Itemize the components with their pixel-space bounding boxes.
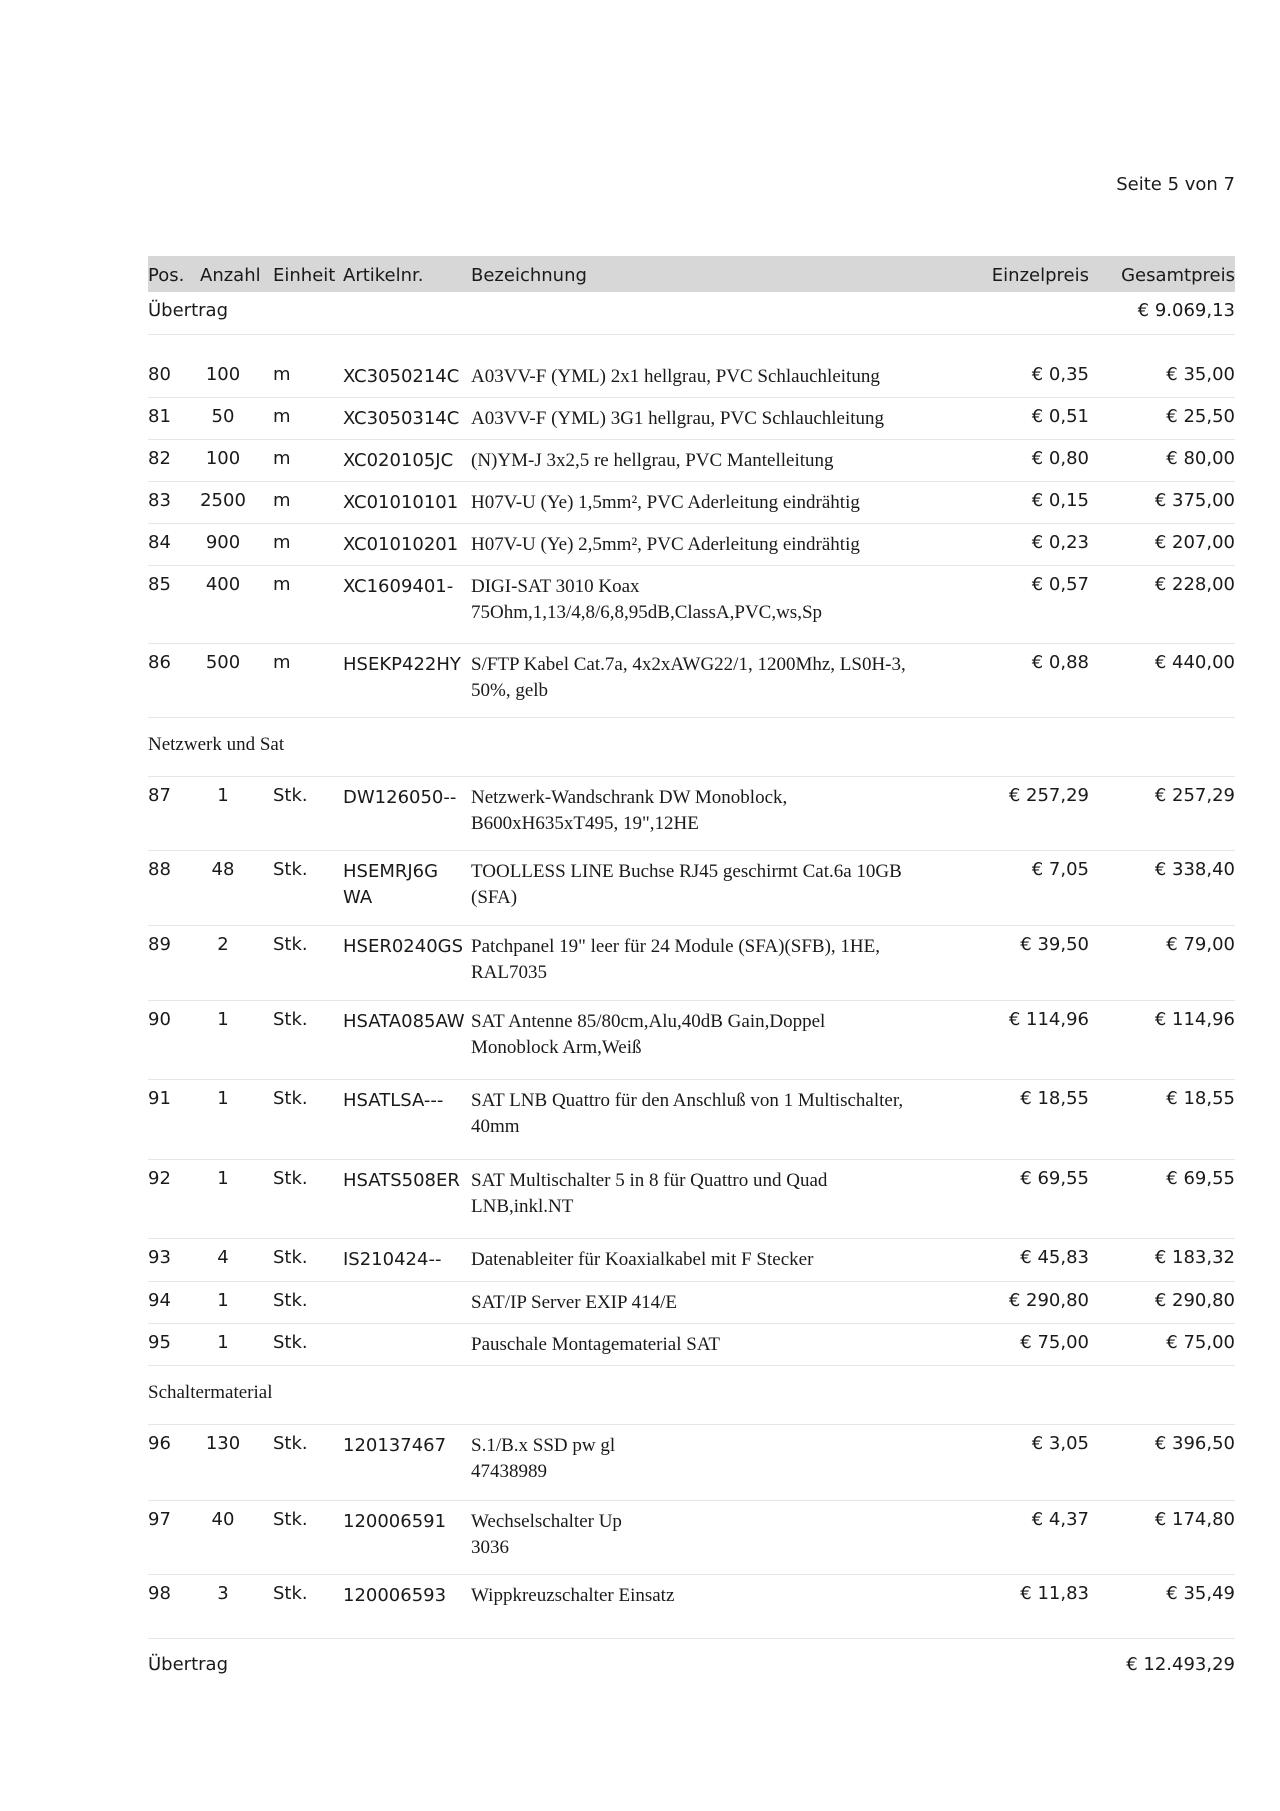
- cell-description: DIGI-SAT 3010 Koax 75Ohm,1,13/4,8/6,8,95dB,ClassA,PVC,ws,Sp: [471, 576, 823, 623]
- cell-pos: 96: [148, 1433, 171, 1454]
- cell-unit-price: € 4,37: [1031, 1509, 1089, 1530]
- carry-in-amount: € 9.069,13: [1137, 300, 1235, 321]
- group-switches: [148, 1425, 1235, 1628]
- cell-pos: 97: [148, 1509, 171, 1530]
- cell-qty: 1: [217, 785, 229, 806]
- group-network: [148, 777, 1235, 1366]
- cell-unit-price: € 75,00: [1020, 1332, 1089, 1353]
- table-header-row: [148, 256, 1235, 292]
- carry-in-row: [148, 292, 1235, 335]
- cell-unit-price: € 7,05: [1031, 859, 1089, 880]
- header-total: Gesamtpreis: [1121, 265, 1235, 286]
- cell-description: Wechselschalter Up 3036: [471, 1511, 622, 1558]
- cell-pos: 92: [148, 1168, 171, 1189]
- cell-total: € 114,96: [1154, 1009, 1235, 1030]
- carry-out-label: Übertrag: [148, 1654, 228, 1675]
- table-row: [148, 851, 1235, 926]
- cell-qty: 50: [211, 406, 235, 427]
- cell-description: A03VV-F (YML) 2x1 hellgrau, PVC Schlauchleitung: [471, 366, 880, 387]
- cell-unit-price: € 18,55: [1020, 1088, 1089, 1109]
- cell-pos: 95: [148, 1332, 171, 1353]
- cell-article: 120006593: [343, 1585, 447, 1606]
- cell-qty: 1: [217, 1290, 229, 1311]
- cell-pos: 89: [148, 934, 171, 955]
- cell-article: 120006591: [343, 1511, 447, 1532]
- table-row: [148, 1324, 1235, 1366]
- cell-pos: 98: [148, 1583, 171, 1604]
- header-pos: Pos.: [148, 265, 185, 286]
- cell-description: Pauschale Montagematerial SAT: [471, 1334, 721, 1355]
- cell-unit: Stk.: [273, 785, 308, 806]
- table-row: [148, 524, 1235, 566]
- carry-in-label: Übertrag: [148, 300, 228, 321]
- cell-total: € 18,55: [1166, 1088, 1235, 1109]
- cell-qty: 1: [217, 1088, 229, 1109]
- cell-unit-price: € 11,83: [1020, 1583, 1089, 1604]
- cell-pos: 84: [148, 532, 171, 553]
- cell-total: € 257,29: [1154, 785, 1235, 806]
- cell-qty: 130: [205, 1433, 241, 1454]
- cell-total: € 440,00: [1154, 652, 1235, 673]
- cell-qty: 48: [211, 859, 235, 880]
- table-row: [148, 398, 1235, 440]
- header-description: Bezeichnung: [471, 265, 587, 286]
- cell-total: € 79,00: [1166, 934, 1235, 955]
- table-row: [148, 1425, 1235, 1501]
- cell-pos: 91: [148, 1088, 171, 1109]
- header-unit: Einheit: [273, 265, 336, 286]
- table-row: [148, 356, 1235, 398]
- cell-qty: 2: [217, 934, 229, 955]
- cell-total: € 69,55: [1166, 1168, 1235, 1189]
- cell-unit: m: [273, 652, 291, 673]
- cell-unit-price: € 0,88: [1031, 652, 1089, 673]
- cell-pos: 82: [148, 448, 171, 469]
- section-heading-network: [148, 718, 1235, 777]
- cell-pos: 93: [148, 1247, 171, 1268]
- cell-unit: Stk.: [273, 934, 308, 955]
- cell-unit: m: [273, 406, 291, 427]
- cell-article: HSEKP422HY: [343, 654, 461, 675]
- cell-article: XC01010201: [343, 534, 459, 555]
- cell-unit: Stk.: [273, 1332, 308, 1353]
- cell-article: XC1609401-: [343, 576, 454, 597]
- cell-total: € 207,00: [1154, 532, 1235, 553]
- table-row: [148, 440, 1235, 482]
- header-article: Artikelnr.: [343, 265, 424, 286]
- cell-article: HSEMRJ6GWA: [343, 861, 439, 908]
- table-row: [148, 926, 1235, 1001]
- cell-pos: 80: [148, 364, 171, 385]
- table-row: [148, 1282, 1235, 1324]
- cell-unit: Stk.: [273, 1168, 308, 1189]
- table-row: [148, 1001, 1235, 1080]
- cell-total: € 375,00: [1154, 490, 1235, 511]
- table-row: [148, 1239, 1235, 1282]
- cell-description: Datenableiter für Koaxialkabel mit F Stecker: [471, 1249, 814, 1270]
- cell-description: SAT LNB Quattro für den Anschluß von 1 Multischalter, 40mm: [471, 1090, 904, 1137]
- cell-article: XC3050314C: [343, 408, 460, 429]
- cell-unit-price: € 69,55: [1020, 1168, 1089, 1189]
- section-title: Netzwerk und Sat: [148, 734, 285, 755]
- cell-unit-price: € 0,23: [1031, 532, 1089, 553]
- table-row: [148, 1160, 1235, 1239]
- cell-unit-price: € 0,57: [1031, 574, 1089, 595]
- cell-total: € 25,50: [1166, 406, 1235, 427]
- cell-article: HSATS508ER: [343, 1170, 460, 1191]
- cell-description: H07V-U (Ye) 2,5mm², PVC Aderleitung eindrähtig: [471, 534, 860, 555]
- cell-unit: m: [273, 532, 291, 553]
- cell-pos: 83: [148, 490, 171, 511]
- cell-unit: m: [273, 490, 291, 511]
- group-cables: [148, 356, 1235, 718]
- cell-total: € 35,49: [1166, 1583, 1235, 1604]
- table-row: [148, 482, 1235, 524]
- cell-pos: 81: [148, 406, 171, 427]
- cell-article: IS210424--: [343, 1249, 442, 1270]
- page-number: Seite 5 von 7: [1116, 174, 1235, 195]
- section-title: Schaltermaterial: [148, 1382, 273, 1403]
- cell-total: € 338,40: [1154, 859, 1235, 880]
- cell-unit: m: [273, 574, 291, 595]
- line-items-table: [148, 256, 1235, 1689]
- table-row: [148, 1575, 1235, 1628]
- cell-unit: Stk.: [273, 1509, 308, 1530]
- cell-total: € 396,50: [1154, 1433, 1235, 1454]
- cell-pos: 88: [148, 859, 171, 880]
- cell-qty: 400: [205, 574, 241, 595]
- cell-unit-price: € 0,35: [1031, 364, 1089, 385]
- cell-article: HSER0240GS: [343, 936, 464, 957]
- cell-unit: Stk.: [273, 1583, 308, 1604]
- cell-total: € 75,00: [1166, 1332, 1235, 1353]
- cell-article: XC3050214C: [343, 366, 460, 387]
- cell-unit-price: € 290,80: [1008, 1290, 1089, 1311]
- cell-unit: Stk.: [273, 1290, 308, 1311]
- cell-description: H07V-U (Ye) 1,5mm², PVC Aderleitung eindrähtig: [471, 492, 860, 513]
- cell-unit-price: € 114,96: [1008, 1009, 1089, 1030]
- cell-qty: 4: [217, 1247, 229, 1268]
- table-row: [148, 644, 1235, 718]
- cell-total: € 80,00: [1166, 448, 1235, 469]
- cell-description: S/FTP Kabel Cat.7a, 4x2xAWG22/1, 1200Mhz, LS0H-3, 50%, gelb: [471, 654, 906, 701]
- cell-description: Wippkreuzschalter Einsatz: [471, 1585, 675, 1606]
- cell-unit-price: € 257,29: [1008, 785, 1089, 806]
- cell-description: SAT/IP Server EXIP 414/E: [471, 1292, 677, 1313]
- cell-description: SAT Multischalter 5 in 8 für Quattro und Quad LNB,inkl.NT: [471, 1170, 828, 1217]
- cell-qty: 2500: [200, 490, 246, 511]
- cell-description: S.1/B.x SSD pw gl 47438989: [471, 1435, 616, 1482]
- cell-qty: 500: [205, 652, 241, 673]
- cell-article: 120137467: [343, 1435, 447, 1456]
- cell-unit: Stk.: [273, 1247, 308, 1268]
- header-unit-price: Einzelpreis: [991, 265, 1089, 286]
- cell-qty: 1: [217, 1332, 229, 1353]
- carry-out-amount: € 12.493,29: [1126, 1654, 1235, 1675]
- cell-total: € 35,00: [1166, 364, 1235, 385]
- cell-qty: 100: [205, 448, 241, 469]
- cell-pos: 87: [148, 785, 171, 806]
- table-row: [148, 777, 1235, 851]
- cell-article: DW126050--: [343, 787, 457, 808]
- header-qty: Anzahl: [200, 265, 261, 286]
- cell-pos: 86: [148, 652, 171, 673]
- table-row: [148, 1501, 1235, 1575]
- cell-article: XC020105JC: [343, 450, 454, 471]
- cell-total: € 183,32: [1154, 1247, 1235, 1268]
- cell-article: XC01010101: [343, 492, 459, 513]
- cell-qty: 900: [205, 532, 241, 553]
- cell-qty: 1: [217, 1168, 229, 1189]
- cell-qty: 3: [217, 1583, 229, 1604]
- cell-pos: 94: [148, 1290, 171, 1311]
- table-row: [148, 566, 1235, 644]
- cell-unit: Stk.: [273, 1433, 308, 1454]
- cell-description: Netzwerk-Wandschrank DW Monoblock, B600xH635xT495, 19",12HE: [471, 787, 788, 834]
- cell-description: SAT Antenne 85/80cm,Alu,40dB Gain,Doppel Monoblock Arm,Weiß: [471, 1011, 826, 1058]
- cell-qty: 1: [217, 1009, 229, 1030]
- cell-pos: 90: [148, 1009, 171, 1030]
- cell-description: (N)YM-J 3x2,5 re hellgrau, PVC Mantelleitung: [471, 450, 834, 471]
- cell-qty: 40: [211, 1509, 235, 1530]
- cell-unit-price: € 0,15: [1031, 490, 1089, 511]
- cell-qty: 100: [205, 364, 241, 385]
- cell-unit: Stk.: [273, 1088, 308, 1109]
- cell-unit-price: € 3,05: [1031, 1433, 1089, 1454]
- carry-out-row: [148, 1638, 1235, 1689]
- cell-unit-price: € 0,51: [1031, 406, 1089, 427]
- table-row: [148, 1080, 1235, 1160]
- cell-description: Patchpanel 19" leer für 24 Module (SFA)(SFB), 1HE, RAL7035: [471, 936, 880, 983]
- cell-total: € 290,80: [1154, 1290, 1235, 1311]
- cell-total: € 174,80: [1154, 1509, 1235, 1530]
- cell-pos: 85: [148, 574, 171, 595]
- cell-unit: m: [273, 364, 291, 385]
- cell-description: A03VV-F (YML) 3G1 hellgrau, PVC Schlauchleitung: [471, 408, 885, 429]
- cell-unit: Stk.: [273, 859, 308, 880]
- cell-unit-price: € 0,80: [1031, 448, 1089, 469]
- section-heading-switches: [148, 1366, 1235, 1425]
- cell-description: TOOLLESS LINE Buchse RJ45 geschirmt Cat.6a 10GB (SFA): [471, 861, 902, 908]
- cell-unit-price: € 45,83: [1020, 1247, 1089, 1268]
- cell-total: € 228,00: [1154, 574, 1235, 595]
- cell-unit-price: € 39,50: [1020, 934, 1089, 955]
- cell-unit: m: [273, 448, 291, 469]
- cell-unit: Stk.: [273, 1009, 308, 1030]
- cell-article: HSATLSA---: [343, 1090, 444, 1111]
- cell-article: HSATA085AW: [343, 1011, 465, 1032]
